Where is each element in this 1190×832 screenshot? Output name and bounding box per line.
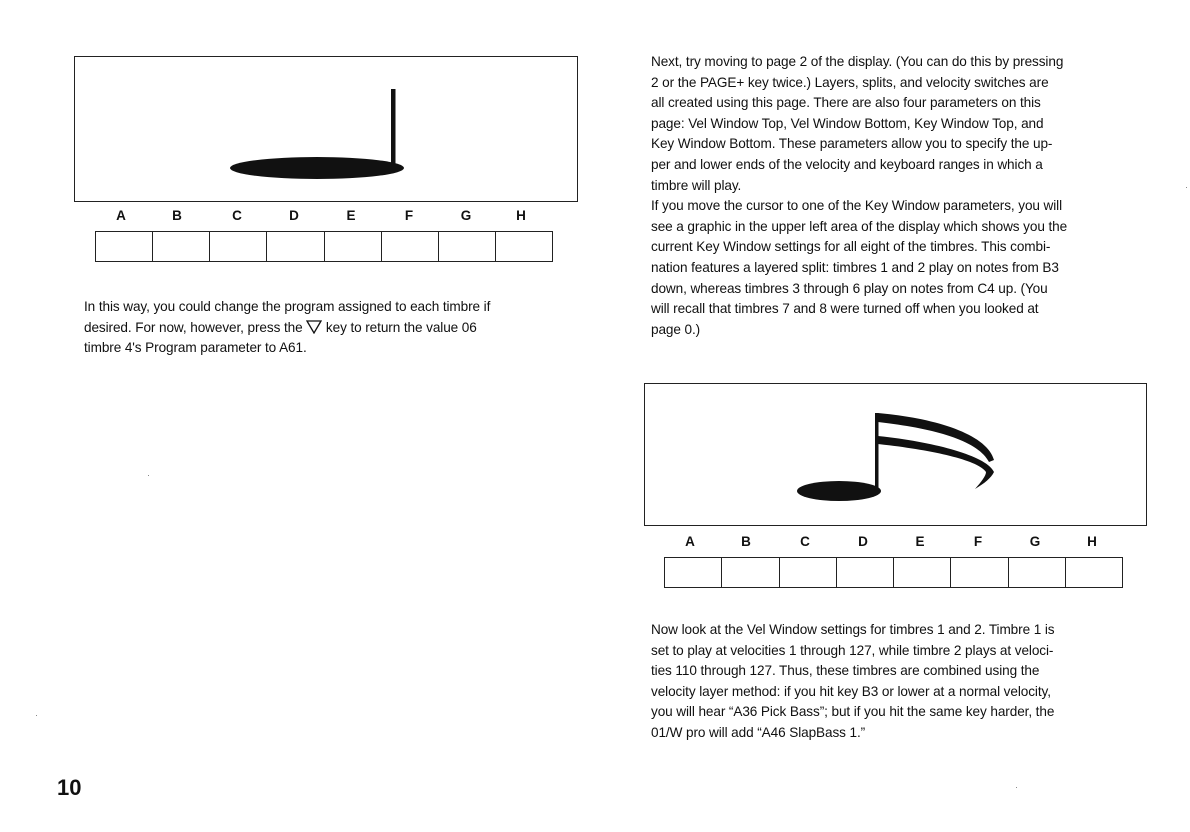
quarter-note-graphic	[75, 57, 579, 203]
lcd-display-right	[644, 383, 1147, 526]
timbre-slot	[96, 232, 153, 261]
key-label: C	[232, 208, 242, 223]
key-label: F	[973, 534, 983, 549]
text-line: nation features a layered split: timbres 1 and 2 play on notes from B3	[651, 259, 1059, 275]
note-head	[797, 481, 881, 501]
down-triangle-key-icon	[306, 320, 322, 334]
timbre-slot	[267, 232, 324, 261]
timbre-slots-left	[95, 231, 553, 262]
right-paragraph-3	[651, 620, 1140, 744]
key-label: B	[741, 534, 751, 549]
text-fragment: desired. For now, however, press the	[84, 319, 307, 335]
text-line: current Key Window settings for all eight of the timbres. This combi-	[651, 239, 1051, 255]
timbre-slot	[722, 558, 779, 587]
text-line	[84, 318, 576, 339]
text-line: If you move the cursor to one of the Key Window parameters, you will	[651, 198, 1063, 214]
key-label: H	[1087, 534, 1097, 549]
text-line: In this way, you could change the program assigned to each timbre if	[84, 299, 491, 314]
text-line: down, whereas timbres 3 through 6 play on notes from C4 up. (You	[651, 280, 1048, 296]
timbre-slot	[951, 558, 1008, 587]
text-line: per and lower ends of the velocity and keyboard ranges in which a	[651, 156, 1043, 172]
eighth-note-graphic	[645, 384, 1148, 527]
scan-speck	[36, 715, 37, 716]
text-line: velocity layer method: if you hit key B3 or lower at a normal velocity,	[651, 683, 1051, 699]
note-stem	[391, 89, 396, 169]
scan-speck	[1016, 787, 1017, 788]
timbre-slot	[325, 232, 382, 261]
note-stem	[875, 413, 879, 491]
timbre-slot	[780, 558, 837, 587]
text-line: Now look at the Vel Window settings for timbres 1 and 2. Timbre 1 is	[651, 622, 1055, 637]
text-line: see a graphic in the upper left area of the display which shows you the	[651, 218, 1068, 234]
right-paragraph-1	[651, 52, 1140, 340]
text-fragment: key to return the value 06	[322, 319, 477, 335]
timbre-key-labels-right	[664, 534, 1123, 552]
timbre-slot	[894, 558, 951, 587]
text-line: you will hear “A36 Pick Bass”; but if you hit the same key harder, the	[651, 704, 1055, 720]
text-line: timbre will play.	[651, 177, 742, 193]
timbre-slot	[1009, 558, 1066, 587]
key-label: C	[800, 534, 810, 549]
lcd-display-left	[74, 56, 578, 202]
timbre-slot	[439, 232, 496, 261]
text-line: 2 or the PAGE+ key twice.) Layers, splits, and velocity switches are	[651, 74, 1049, 90]
timbre-slot	[1066, 558, 1122, 587]
timbre-key-labels-left	[95, 208, 553, 226]
text-line: Key Window Bottom. These parameters allow you to specify the up-	[651, 136, 1053, 152]
text-line: all created using this page. There are also four parameters on this	[651, 95, 1041, 111]
key-label: G	[460, 208, 472, 223]
left-paragraph	[84, 297, 576, 359]
key-label: B	[172, 208, 182, 223]
timbre-slot	[153, 232, 210, 261]
text-line: timbre 4's Program parameter to A61.	[84, 340, 307, 356]
text-line: page 0.)	[651, 321, 701, 337]
scan-speck	[148, 475, 149, 476]
key-label: A	[685, 534, 695, 549]
text-line: Next, try moving to page 2 of the display. (You can do this by pressing	[651, 54, 1064, 69]
key-label: H	[516, 208, 526, 223]
key-label: A	[116, 208, 126, 223]
text-line: page: Vel Window Top, Vel Window Bottom, Key Window Top, and	[651, 115, 1044, 131]
timbre-slot	[665, 558, 722, 587]
text-line: set to play at velocities 1 through 127, while timbre 2 plays at veloci-	[651, 642, 1054, 658]
key-label: D	[289, 208, 299, 223]
key-label: F	[404, 208, 414, 223]
scan-speck	[1186, 187, 1187, 188]
key-label: D	[858, 534, 868, 549]
note-head	[230, 157, 404, 179]
timbre-slot	[382, 232, 439, 261]
text-line: 01/W pro will add “A46 SlapBass 1.”	[651, 724, 866, 740]
timbre-slot	[496, 232, 552, 261]
timbre-slot	[837, 558, 894, 587]
note-flag-1	[878, 413, 994, 462]
text-line: ties 110 through 127. Thus, these timbres are combined using the	[651, 663, 1040, 679]
timbre-slot	[210, 232, 267, 261]
page-number: 10	[57, 775, 82, 800]
text-line: will recall that timbres 7 and 8 were turned off when you looked at	[651, 301, 1039, 317]
timbre-slots-right	[664, 557, 1123, 588]
key-label: E	[346, 208, 356, 223]
key-label: E	[915, 534, 925, 549]
key-label: G	[1029, 534, 1041, 549]
